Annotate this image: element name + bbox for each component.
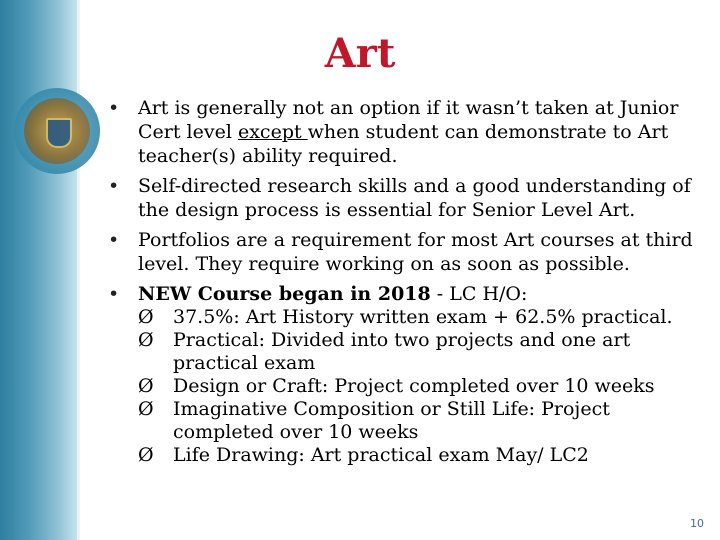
underlined-text: except [237, 121, 308, 143]
bullet-text: Self-directed research skills and a good understanding of the design process is essential for Senior Level Art. [138, 175, 691, 221]
slide-title: Art [324, 30, 396, 77]
arrow-bullet-icon: Ø [138, 329, 154, 351]
bullet-text: Art is generally not an option if it wasn’t taken at Junior Cert level [138, 97, 679, 143]
sub-bullet-list [138, 306, 703, 467]
bullet-text-end: when student can demonstrate to Art teacher(s) ability required. [138, 121, 669, 167]
bullet-item-3 [108, 228, 703, 276]
sub-item-2 [138, 329, 703, 375]
sub-item-1 [138, 306, 703, 329]
sub-item-text: Life Drawing: Art practical exam May/ LC2 [173, 444, 589, 466]
page-number: 10 [690, 517, 704, 530]
bullet-marker: • [108, 283, 120, 305]
sub-item-3 [138, 375, 703, 398]
arrow-bullet-icon: Ø [138, 398, 154, 420]
arrow-bullet-icon: Ø [138, 375, 154, 397]
sub-item-5 [138, 444, 703, 467]
sub-item-text: Practical: Divided into two projects and one art practical exam [173, 329, 631, 374]
bullet-item-1 [108, 96, 703, 168]
arrow-bullet-icon: Ø [138, 444, 154, 466]
bullet-list [108, 96, 703, 467]
sub-item-text: Design or Craft: Project completed over 10 weeks [173, 375, 655, 397]
shield-icon [46, 118, 72, 148]
bullet-marker: • [108, 97, 120, 119]
bullet-text: Portfolios are a requirement for most Art courses at third level. They require working on as soon as possible. [138, 229, 693, 275]
crest-inner [24, 98, 90, 164]
slide-content [108, 96, 703, 467]
bullet-marker: • [108, 175, 120, 197]
arrow-bullet-icon: Ø [138, 306, 154, 328]
sidebar-decoration [0, 0, 80, 540]
sub-item-4 [138, 398, 703, 444]
bullet-text-end: - LC H/O: [430, 283, 528, 305]
bullet-bold-text: NEW Course began in 2018 [138, 283, 431, 305]
bullet-item-2 [108, 174, 703, 222]
bullet-item-4 [108, 282, 703, 467]
bullet-marker: • [108, 229, 120, 251]
school-crest-logo [14, 88, 100, 174]
sub-item-text: Imaginative Composition or Still Life: Project completed over 10 weeks [173, 398, 610, 443]
sub-item-text: 37.5%: Art History written exam + 62.5% practical. [173, 306, 673, 328]
